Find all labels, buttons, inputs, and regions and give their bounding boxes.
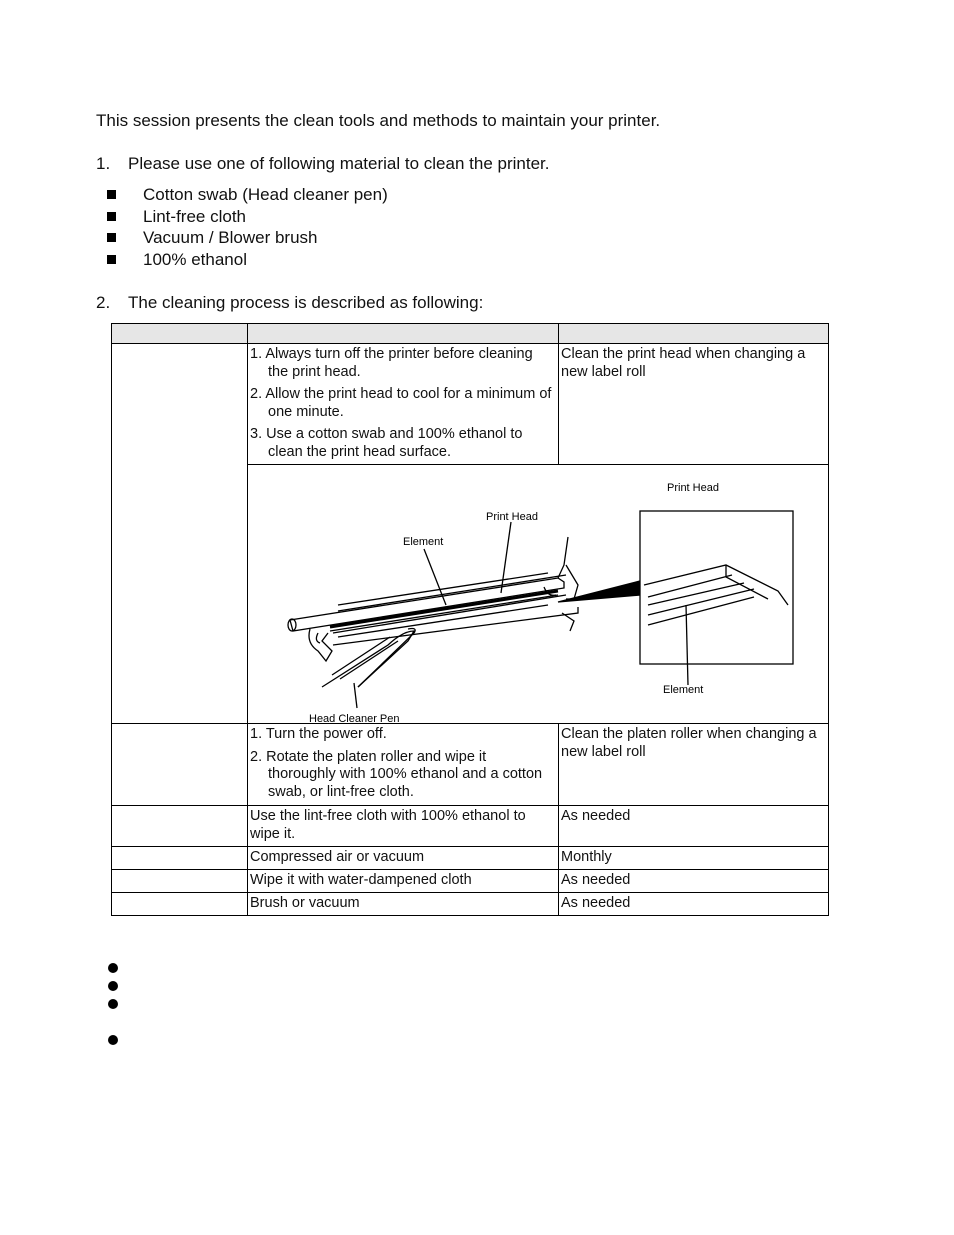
square-bullet-icon (107, 190, 116, 199)
table-row (112, 847, 829, 870)
method-step: 3. Use a cotton swab and 100% ethanol to clean the print head surface. (250, 426, 523, 460)
label-print-head-left: Print Head (486, 511, 538, 523)
material-label: Vacuum / Blower brush (143, 228, 318, 248)
part-cell (112, 806, 248, 847)
square-bullet-icon (107, 233, 116, 242)
table-header-row (112, 324, 829, 344)
round-bullet-icon (108, 963, 118, 973)
round-bullet-icon (108, 981, 118, 991)
cleaning-table (111, 323, 829, 916)
label-print-head-right: Print Head (667, 482, 719, 494)
section-2-text: The cleaning process is described as following: (128, 293, 484, 312)
material-label: Cotton swab (Head cleaner pen) (143, 185, 388, 204)
round-bullet-icon (108, 1035, 118, 1045)
list-item (106, 249, 388, 271)
interval-cell: Clean the platen roller when changing a new label roll (559, 724, 829, 806)
method-step: 1. Turn the power off. (250, 726, 387, 742)
materials-list (106, 184, 388, 271)
part-cell (112, 847, 248, 870)
section-2-number: 2. (96, 293, 111, 312)
print-head-diagram (248, 465, 827, 723)
table-row (112, 724, 829, 806)
material-label: Lint-free cloth (143, 206, 246, 226)
table-row (112, 870, 829, 893)
round-bullet-icon (108, 999, 118, 1009)
label-element-right: Element (663, 684, 704, 696)
square-bullet-icon (107, 212, 116, 221)
part-cell (112, 870, 248, 893)
square-bullet-icon (107, 255, 116, 264)
list-item (106, 206, 388, 228)
label-element-left: Element (403, 536, 444, 548)
material-label: 100% ethanol (143, 250, 247, 270)
part-cell (112, 344, 248, 724)
section-1-text: Please use one of following material to clean the printer. (128, 154, 550, 173)
method-step: 2. Allow the print head to cool for a minimum of one minute. (250, 386, 552, 420)
section-1-number: 1. (96, 154, 111, 173)
interval-cell: As needed (559, 870, 829, 893)
part-cell (112, 893, 248, 916)
method-step: 1. Always turn off the printer before cleaning the print head. (250, 346, 533, 380)
header-cell-interval (559, 324, 829, 344)
header-cell-method (248, 324, 559, 344)
table-row (112, 893, 829, 916)
interval-cell: Monthly (559, 847, 829, 870)
method-cell: Wipe it with water-dampened cloth (248, 870, 559, 893)
method-cell (248, 344, 559, 465)
print-head-figure-cell (248, 465, 829, 724)
table-row (112, 344, 829, 465)
section-2-heading (96, 293, 483, 313)
method-cell: Use the lint-free cloth with 100% ethanol to wipe it. (248, 806, 559, 847)
label-head-cleaner-pen: Head Cleaner Pen (309, 713, 400, 723)
interval-cell: Clean the print head when changing a new label roll (559, 344, 829, 465)
table-row (112, 806, 829, 847)
part-cell (112, 724, 248, 806)
method-step: 2. Rotate the platen roller and wipe it thoroughly with 100% ethanol and a cotton swab, or lint-free cloth. (250, 748, 543, 800)
method-cell: Compressed air or vacuum (248, 847, 559, 870)
interval-cell: As needed (559, 806, 829, 847)
method-cell: Brush or vacuum (248, 893, 559, 916)
intro-text: This session presents the clean tools and methods to maintain your printer. (96, 111, 661, 130)
list-item (106, 184, 388, 206)
list-item (106, 227, 388, 249)
header-cell-part (112, 324, 248, 344)
section-1-heading (96, 154, 549, 174)
method-cell (248, 724, 559, 806)
interval-cell: As needed (559, 893, 829, 916)
